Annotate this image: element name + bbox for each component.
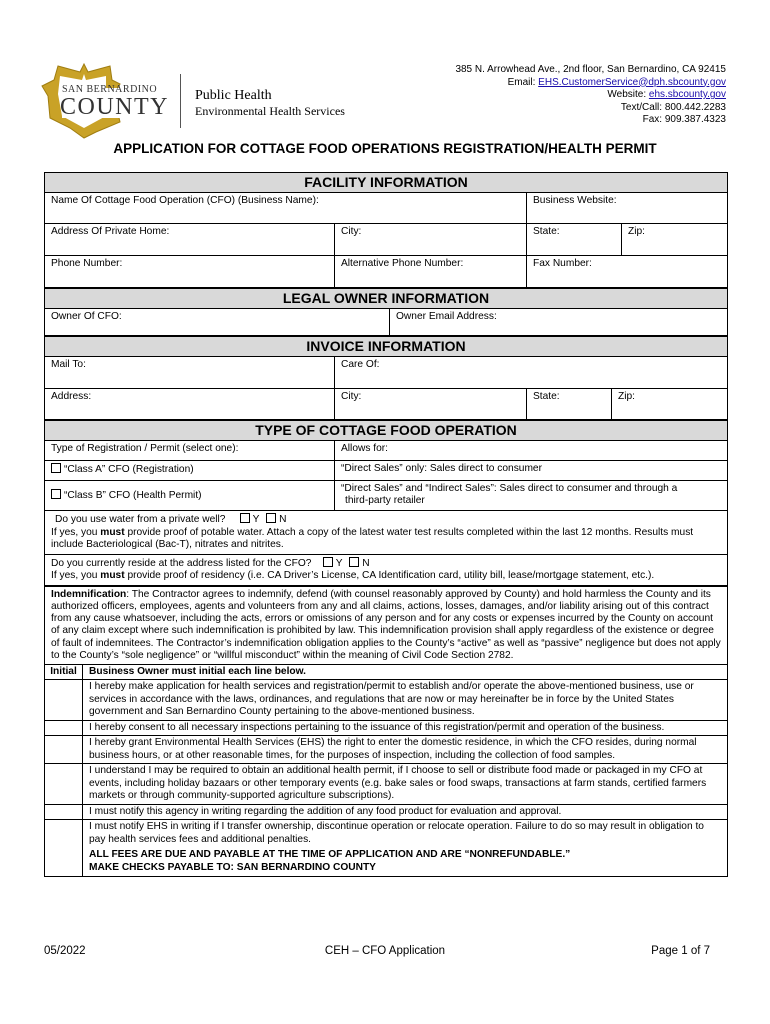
department-line2: Environmental Health Services bbox=[195, 104, 345, 118]
well-no-checkbox[interactable] bbox=[266, 513, 276, 523]
zip-field[interactable] bbox=[622, 224, 727, 255]
email-link[interactable]: EHS.CustomerService@dph.sbcounty.gov bbox=[538, 76, 726, 88]
reside-text: provide proof of residency (i.e. CA Driver’s License, CA Identification card, utility bill, lease/mortgage statement, etc.). bbox=[124, 570, 655, 581]
alt-phone-label: Alternative Phone Number: bbox=[341, 258, 464, 269]
invoice-zip-field[interactable] bbox=[612, 389, 727, 419]
fees-line2: MAKE CHECKS PAYABLE TO: SAN BERNARDINO COUNTY bbox=[89, 861, 376, 873]
initial-row bbox=[45, 820, 727, 847]
initial-box[interactable] bbox=[45, 764, 83, 804]
care-of-field[interactable] bbox=[335, 357, 727, 388]
zip-label: Zip: bbox=[628, 226, 645, 237]
reside-must: must bbox=[100, 570, 125, 581]
invoice-address-label: Address: bbox=[51, 391, 92, 402]
application-form bbox=[44, 172, 728, 877]
reside-yes-checkbox[interactable] bbox=[323, 557, 333, 567]
well-must: must bbox=[100, 526, 125, 538]
initial-row bbox=[45, 805, 727, 821]
department-name bbox=[195, 88, 345, 118]
footer-title: CEH – CFO Application bbox=[324, 945, 446, 957]
fax-label: Fax Number: bbox=[533, 258, 592, 269]
fees-line1: ALL FEES ARE DUE AND PAYABLE AT THE TIME OF APPLICATION AND ARE “NONREFUNDABLE.” bbox=[89, 849, 571, 861]
class-b-allows-line2: third-party retailer bbox=[345, 495, 425, 506]
initial-box[interactable] bbox=[45, 805, 83, 820]
reside-no-label: N bbox=[362, 557, 370, 569]
initial-box[interactable] bbox=[45, 680, 83, 720]
initial-row bbox=[45, 680, 727, 721]
allows-for-label: Allows for: bbox=[341, 443, 388, 454]
type-heading: TYPE OF COTTAGE FOOD OPERATION bbox=[45, 420, 727, 441]
initial-box[interactable] bbox=[45, 736, 83, 763]
initial-row bbox=[45, 764, 727, 805]
alt-phone-field[interactable] bbox=[335, 256, 527, 287]
logo-text-top: SAN BERNARDINO bbox=[62, 84, 158, 95]
class-b-allows-line1: “Direct Sales” and “Indirect Sales”: Sales direct to consumer and through a bbox=[341, 483, 678, 494]
invoice-heading: INVOICE INFORMATION bbox=[45, 336, 727, 357]
invoice-zip-label: Zip: bbox=[618, 391, 635, 402]
initial-box[interactable] bbox=[45, 820, 83, 847]
initials-heading: Business Owner must initial each line below. bbox=[89, 666, 307, 678]
class-a-checkbox[interactable] bbox=[51, 463, 61, 473]
initial-row bbox=[45, 721, 727, 737]
facility-heading: FACILITY INFORMATION bbox=[45, 173, 727, 193]
city-field[interactable] bbox=[335, 224, 527, 255]
initial-row bbox=[45, 736, 727, 764]
website-link[interactable]: ehs.sbcounty.gov bbox=[648, 89, 726, 100]
registration-type-label: Type of Registration / Permit (select one): bbox=[45, 441, 335, 460]
invoice-state-label: State: bbox=[533, 391, 560, 402]
fees-notice bbox=[83, 847, 727, 876]
home-address-field[interactable] bbox=[45, 224, 335, 255]
state-label: State: bbox=[533, 226, 560, 237]
indemnification-block bbox=[45, 587, 727, 666]
well-yes-label: Y bbox=[252, 514, 260, 525]
reside-yes-label: Y bbox=[335, 557, 343, 569]
invoice-address-field[interactable] bbox=[45, 389, 335, 419]
private-well-block bbox=[45, 511, 727, 555]
fax-field[interactable] bbox=[527, 256, 727, 287]
class-b-option[interactable] bbox=[45, 481, 335, 510]
owner-field[interactable] bbox=[45, 309, 390, 335]
well-text: provide proof of potable water. Attach a copy of the latest water test results completed within the last 12 months. Results must include Bacteriological (Bac-T), nitrates and nitrites. bbox=[51, 526, 694, 550]
page-title: APPLICATION FOR COTTAGE FOOD OPERATIONS REGISTRATION/HEALTH PERMIT bbox=[113, 141, 657, 156]
home-address-label: Address Of Private Home: bbox=[51, 226, 170, 237]
invoice-city-field[interactable] bbox=[335, 389, 527, 419]
business-website-label: Business Website: bbox=[533, 195, 617, 206]
indemnification-label: Indemnification bbox=[51, 588, 127, 600]
website-label: Website: bbox=[607, 89, 647, 100]
phone-label: Phone Number: bbox=[51, 258, 123, 269]
department-line1: Public Health bbox=[195, 88, 272, 103]
business-website-field[interactable] bbox=[527, 193, 727, 223]
phone-field[interactable] bbox=[45, 256, 335, 287]
initial-box[interactable] bbox=[45, 721, 83, 736]
footer-page: Page 1 of 7 bbox=[651, 945, 710, 957]
logo-text-county: COUNTY bbox=[60, 94, 169, 120]
email-label: Email: bbox=[507, 76, 536, 88]
well-yes-checkbox[interactable] bbox=[240, 513, 250, 523]
private-well-question: Do you use water from a private well? bbox=[55, 514, 226, 525]
business-name-label: Name Of Cottage Food Operation (CFO) (Business Name): bbox=[51, 195, 319, 206]
initial-statement: I hereby make application for health services and registration/permit to establish and/or operate the above-mentioned business, use or services in accordance with the laws, ordinances, and regulations that are now or may hereinafter be in force by the United States government and San Bernardino County pertaining to the above-mentioned business. bbox=[89, 681, 694, 718]
footer-date: 05/2022 bbox=[44, 945, 86, 957]
reside-text-prefix: If yes, you bbox=[51, 570, 101, 581]
class-b-label: “Class B” CFO (Health Permit) bbox=[64, 490, 202, 501]
city-label: City: bbox=[341, 226, 362, 237]
class-a-option[interactable] bbox=[45, 461, 335, 480]
text-call: Text/Call: 800.442.2283 bbox=[620, 101, 726, 113]
state-field[interactable] bbox=[527, 224, 622, 255]
well-text-prefix: If yes, you bbox=[51, 526, 101, 538]
initial-statement: I must notify EHS in writing if I transfer ownership, discontinue operation or relocate operation. Failure to do so may result in obligation to pay health services fees and additional penalties. bbox=[89, 821, 704, 845]
residence-block bbox=[45, 555, 727, 587]
header-divider bbox=[180, 74, 181, 128]
initial-statement: I hereby consent to all necessary inspections pertaining to the issuance of this registration/permit and operation of the business. bbox=[89, 721, 665, 733]
owner-email-label: Owner Email Address: bbox=[396, 311, 497, 322]
owner-heading: LEGAL OWNER INFORMATION bbox=[45, 288, 727, 309]
class-a-label: “Class A” CFO (Registration) bbox=[64, 464, 194, 475]
business-name-field[interactable] bbox=[45, 193, 527, 223]
reside-no-checkbox[interactable] bbox=[349, 557, 359, 567]
well-no-label: N bbox=[279, 514, 287, 525]
initial-box-fees[interactable] bbox=[45, 847, 83, 876]
mail-to-label: Mail To: bbox=[51, 359, 86, 370]
mail-to-field[interactable] bbox=[45, 357, 335, 388]
invoice-state-field[interactable] bbox=[527, 389, 612, 419]
address-text: 385 N. Arrowhead Ave., 2nd floor, San Bernardino, CA 92415 bbox=[455, 64, 726, 75]
initial-statement: I must notify this agency in writing regarding the addition of any food product for evaluation and approval. bbox=[89, 805, 562, 817]
initial-statement: I hereby grant Environmental Health Services (EHS) the right to enter the domestic residence, in which the CFO resides, during normal business hours, or at other reasonable times, for the purposes of inspection, including the collection of food samples. bbox=[89, 737, 697, 761]
fax-text: Fax: 909.387.4323 bbox=[642, 114, 726, 125]
invoice-city-label: City: bbox=[341, 391, 362, 402]
owner-email-field[interactable] bbox=[390, 309, 727, 335]
owner-label: Owner Of CFO: bbox=[51, 311, 122, 322]
indemnification-text: : The Contractor agrees to indemnify, defend (with counsel reasonably approved by County) and hold harmless the County and its authorized officers, employees, agents and volunteers from any and all claims, actions, losses, damages, and/or liability arising out of this contract from any cause whatsoever, including the acts, errors or omissions of any person and for any costs or expenses incurred by the County on account of any claim except where such indemnification is prohibited by law. This indemnification provision shall apply regardless of the existence or degree of fault of indemnitees. The Contractor’s indemnification obligation applies to the County’s “active” as well as “passive” negligence but does not apply to the County’s “sole negligence” or “willful misconduct” within the meaning of Civil Code Section 2782. bbox=[51, 588, 721, 661]
residence-question: Do you currently reside at the address listed for the CFO? bbox=[51, 557, 312, 569]
class-a-allows: “Direct Sales” only: Sales direct to consumer bbox=[341, 463, 542, 474]
contact-info bbox=[455, 64, 726, 127]
care-of-label: Care Of: bbox=[341, 359, 380, 370]
initial-statement: I understand I may be required to obtain an additional health permit, if I choose to sell or distribute food made or packaged in my CFO at events, including holiday bazaars or other temporary events (e.g. bake sales or food swaps, transactions at farm stands, certified farmers markets or through community-supported agriculture subscriptions). bbox=[89, 765, 707, 802]
initial-column-header: Initial bbox=[45, 665, 83, 679]
class-b-allows bbox=[335, 481, 727, 510]
class-b-checkbox[interactable] bbox=[51, 489, 61, 499]
